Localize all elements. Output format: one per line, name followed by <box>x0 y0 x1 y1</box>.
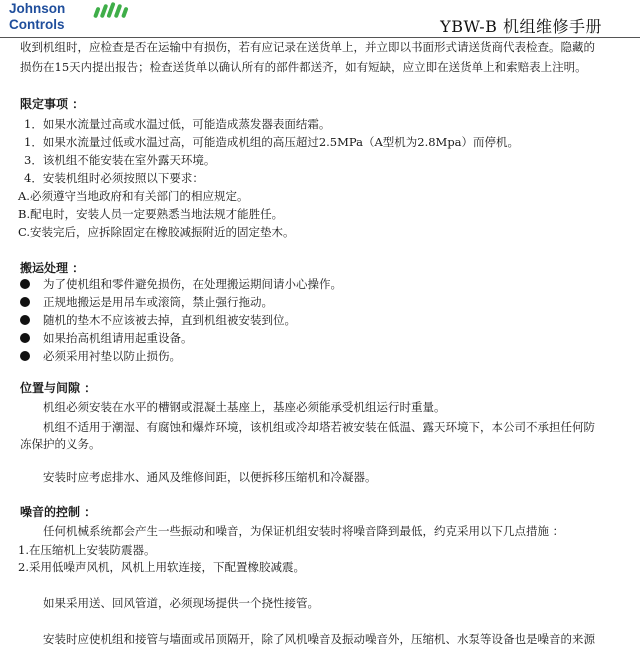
restriction-item-3: 3．该机组不能安装在室外露天环境。 <box>24 153 216 167</box>
location-paragraph-1: 机组必须安装在水平的槽钢或混凝土基座上，基座必须能承受机组运行时重量。 <box>43 400 446 414</box>
handling-item-3: 随机的垫木不应该被去掉，直到机组被安装到位。 <box>43 313 296 327</box>
restriction-item-4: 4．安装机组时必须按照以下要求： <box>24 171 204 185</box>
restriction-subitem-c: C.安装完后，应拆除固定在橡胶减振附近的固定垫木。 <box>18 225 295 239</box>
handling-heading: 搬运处理 ： <box>20 261 85 275</box>
handling-item-1: 为了使机组和零件避免损伤，在处理搬运期间请小心操作。 <box>43 277 342 291</box>
bullet-icon <box>20 279 30 289</box>
restriction-item-2: 1．如果水流量过低或水温过高，可能造成机组的高压超过2.5MPa（A型机为2.8Mpa）而停机。 <box>24 135 520 149</box>
noise-item-2: 2.采用低噪声风机，风机上用软连接，下配置橡胶减震。 <box>18 560 305 574</box>
location-paragraph-2-line-1: 机组不适用于潮湿、有腐蚀和爆炸环境，该机组或冷却塔若被安装在低温、露天环境下，本公司不承担任何防 <box>43 420 595 434</box>
bullet-icon <box>20 351 30 361</box>
logo-text <box>9 1 65 32</box>
restriction-subitem-a: A.必须遵守当地政府和有关部门的相应规定。 <box>18 189 249 203</box>
location-paragraph-2-line-2: 冻保护的义务。 <box>20 437 101 451</box>
logo-line-2: Controls <box>9 17 65 32</box>
noise-paragraph-1: 任何机械系统都会产生一些振动和噪音，为保证机组安装时将噪音降到最低，约克采用以下几点措施 ： <box>43 524 565 538</box>
page-header <box>0 0 640 40</box>
noise-paragraph-3-partial: 安装时应使机组和接管与墙面或吊顶隔开，除了风机噪音及振动噪音外，压缩机、水泵等设备也是噪音的来源 <box>43 632 595 646</box>
location-heading: 位置与间隙 ： <box>20 381 97 395</box>
restriction-item-1: 1．如果水流量过高或水温过低，可能造成蒸发器表面结霜。 <box>24 117 331 131</box>
noise-item-1: 1.在压缩机上安装防震器。 <box>18 543 156 557</box>
restrictions-heading: 限定事项 ： <box>20 97 85 111</box>
noise-heading: 噪音的控制 ： <box>20 505 97 519</box>
logo-line-1: Johnson <box>9 1 66 16</box>
handling-item-2: 正规地搬运是用吊车或滚筒，禁止强行拖动。 <box>43 295 273 309</box>
noise-paragraph-2: 如果采用送、回风管道，必须现场提供一个挠性接管。 <box>43 596 319 610</box>
header-divider <box>0 37 640 38</box>
company-logo <box>9 1 134 37</box>
logo-bars-icon <box>93 1 131 19</box>
handling-item-5: 必须采用衬垫以防止损伤。 <box>43 349 181 363</box>
handling-item-4: 如果抬高机组请用起重设备。 <box>43 331 193 345</box>
restriction-subitem-b: B.配电时，安装人员一定要熟悉当地法规才能胜任。 <box>18 207 284 221</box>
intro-line-1: 收到机组时，应检查是否在运输中有损伤，若有应记录在送货单上，并立即以书面形式请送货商代表检查。隐藏的 <box>20 40 595 54</box>
location-paragraph-3: 安装时应考虑排水、通风及维修间距，以便拆移压缩机和冷凝器。 <box>43 470 377 484</box>
bullet-icon <box>20 297 30 307</box>
bullet-icon <box>20 333 30 343</box>
document-title: YBW-B 机组维修手册 <box>440 17 602 36</box>
bullet-icon <box>20 315 30 325</box>
intro-line-2: 损伤在15天内提出报告；检查送货单以确认所有的部件都送齐，如有短缺，应立即在送货单上和索赔表上注明。 <box>20 60 587 74</box>
